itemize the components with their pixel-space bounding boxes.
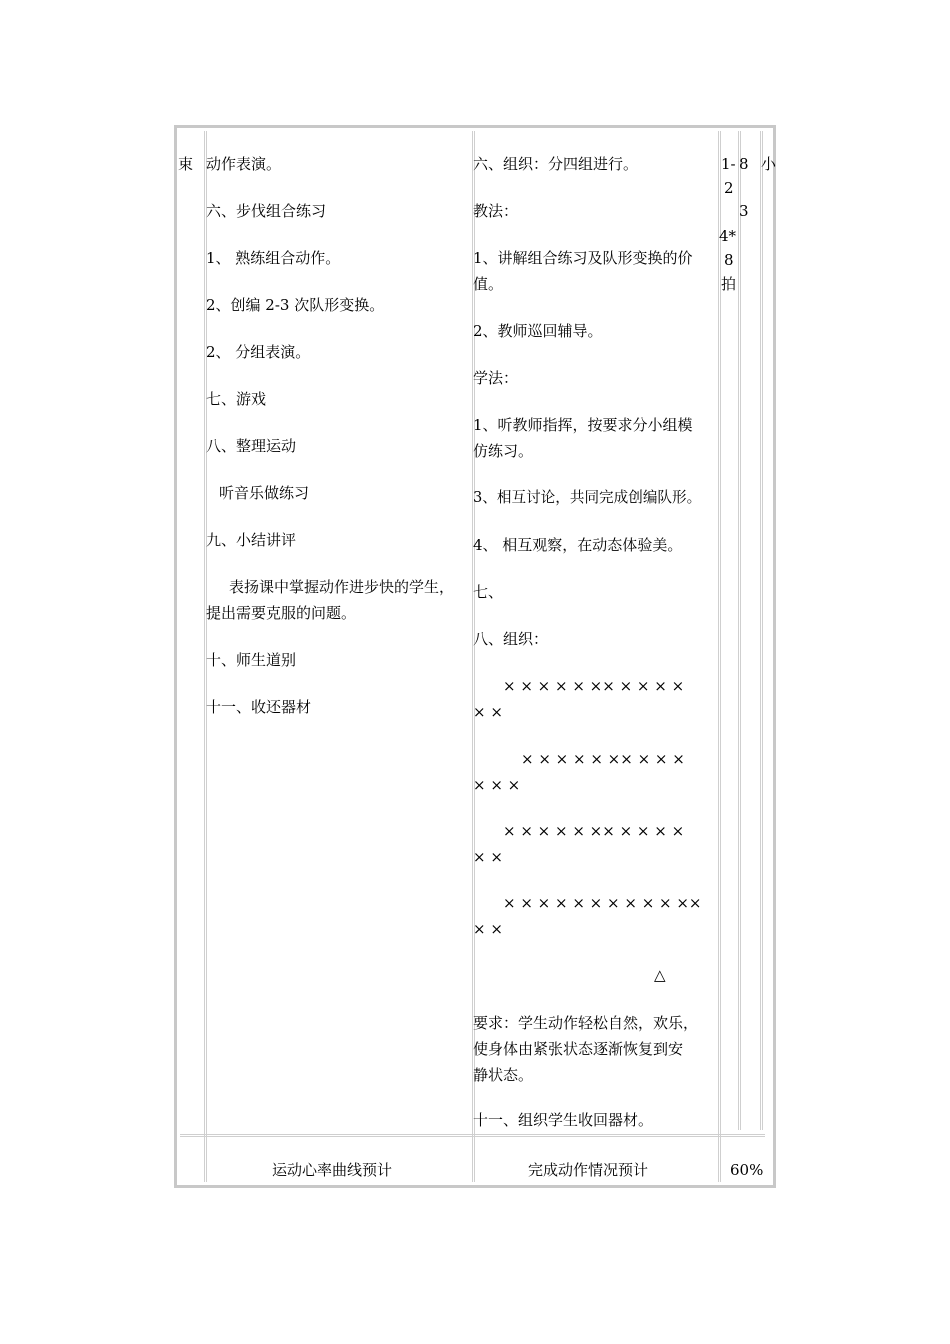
formation-row: × × — [473, 920, 503, 938]
org-line: 十一、组织学生收回器材。 — [473, 1111, 654, 1129]
formation-row: × × × × × ×× × × × × — [503, 677, 685, 695]
count-line: 8 — [739, 155, 749, 173]
learn-line: 仿练习。 — [473, 442, 534, 460]
praise-line: 提出需要克服的问题。 — [206, 604, 357, 622]
stage-label: 束 — [178, 155, 194, 173]
content-line: 十、师生道别 — [206, 651, 297, 669]
org-line: 六、组织：分四组进行。 — [473, 155, 639, 173]
requirement-line: 使身体由紧张状态逐渐恢复到安 — [473, 1040, 684, 1058]
count-line: 3 — [739, 202, 749, 220]
learn-line: 3、相互讨论，共同完成创编队形。 — [473, 489, 702, 506]
content-line: 2、创编 2-3 次队形变换。 — [206, 296, 385, 314]
section-seven: 七、 — [473, 583, 504, 601]
content-line: 六、步伐组合练习 — [206, 202, 327, 220]
teach-line: 值。 — [473, 275, 504, 293]
timing-line: 8 — [724, 251, 734, 269]
content-line: 九、小结讲评 — [206, 531, 297, 549]
content-line: 十一、收还器材 — [206, 698, 312, 716]
formation-row: × × × × × × × × × × ×× — [503, 894, 702, 912]
content-line: 八、整理运动 — [206, 437, 297, 455]
requirement-line: 要求：学生动作轻松自然，欢乐， — [473, 1014, 699, 1032]
formation-row: × × × × × ×× × × × — [521, 750, 685, 768]
timing-line: 1- — [721, 155, 736, 173]
formation-row: × × — [473, 848, 503, 866]
timing-line: 4* — [719, 227, 737, 245]
teach-line: 1、讲解组合练习及队形变换的价 — [473, 249, 693, 267]
content-line: 听音乐做练习 — [219, 484, 310, 502]
formation-row: × × — [473, 703, 503, 721]
praise-line: 表扬课中掌握动作进步快的学生， — [229, 578, 455, 596]
content-line: 1、 熟练组合动作。 — [206, 249, 341, 267]
teacher-triangle-icon: △ — [654, 966, 666, 984]
content-line: 动作表演。 — [206, 155, 282, 173]
learn-line: 1、听教师指挥，按要求分小组模 — [473, 416, 693, 434]
timing-line: 拍 — [721, 275, 737, 293]
content-line: 七、游戏 — [206, 390, 267, 408]
completion-label: 完成动作情况预计 — [528, 1161, 649, 1179]
teach-line: 2、教师巡回辅导。 — [473, 322, 603, 340]
row-divider — [180, 1134, 765, 1137]
requirement-line: 静状态。 — [473, 1066, 534, 1084]
org-line: 八、组织： — [473, 630, 549, 648]
column-divider — [738, 131, 741, 1130]
intensity-line: 小 — [761, 155, 777, 173]
heart-rate-label: 运动心率曲线预计 — [272, 1161, 393, 1179]
teach-label: 教法： — [473, 202, 519, 220]
learn-line: 4、 相互观察，在动态体验美。 — [473, 536, 683, 554]
timing-line: 2 — [724, 179, 734, 197]
formation-row: × × × × × ×× × × × × — [503, 822, 685, 840]
content-line: 2、 分组表演。 — [206, 343, 311, 361]
learn-label: 学法： — [473, 369, 519, 387]
column-divider — [760, 131, 763, 1130]
formation-row: × × × — [473, 776, 521, 794]
percent-value: 60% — [730, 1161, 764, 1179]
